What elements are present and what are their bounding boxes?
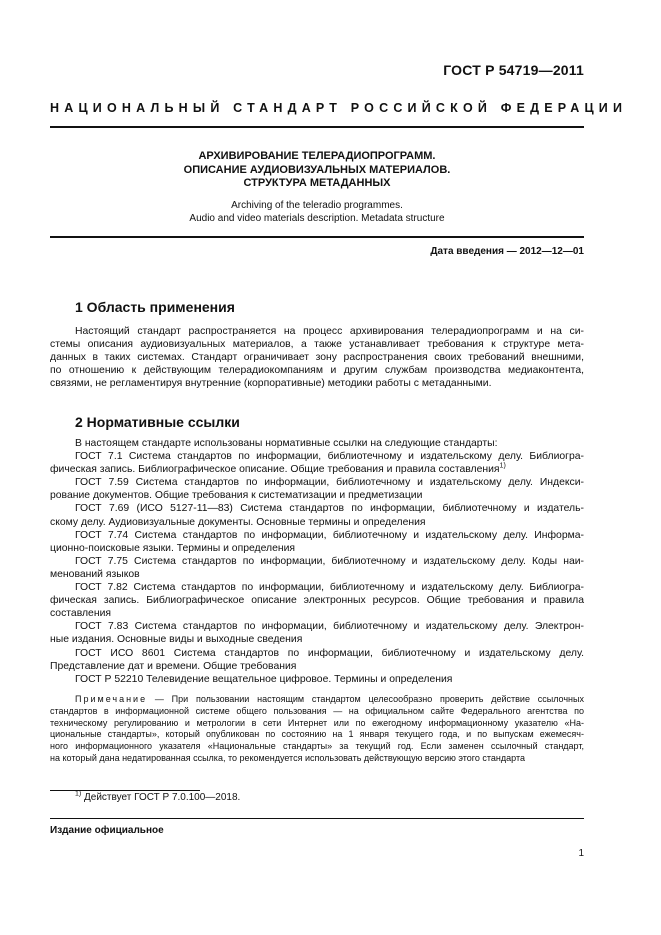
note-line: циональные стандарты», который опубликован по состоянию на 1 января текущего года, и по выпускам ежемесяч-: [50, 729, 584, 740]
section-2-references: [50, 437, 584, 686]
note-label: Примечание: [75, 694, 148, 704]
title-en-line: Audio and video materials description. Metadata structure: [189, 213, 445, 224]
note-line: стандартов в информационной системе общего пользования — на официальном сайте Федерального агентства по: [50, 705, 584, 716]
text-line: Настоящий стандарт распространяется на процесс архивирования телерадиопрограмм и на си-: [75, 326, 584, 337]
footnote-marker: 1): [499, 462, 506, 470]
footnote-divider: [50, 790, 200, 791]
reference-line: менований языков: [50, 568, 140, 580]
page-number: 1: [578, 848, 584, 859]
footnote-marker: 1): [75, 790, 82, 798]
reference-line: ные издания. Основные виды и выходные сведения: [50, 634, 303, 646]
title-russian: [50, 150, 584, 191]
text-line: В настоящем стандарте использованы нормативные ссылки на следующие стандарты:: [75, 438, 498, 449]
reference-line: ГОСТ 7.59 Система стандартов по информации, библиотечному и издательскому делу. Индекси-: [75, 477, 584, 489]
edition-label: Издание официальное: [50, 825, 164, 836]
title-divider: [50, 236, 584, 238]
reference-line: ГОСТ 7.75 Система стандартов по информации, библиотечному и издательскому делу. Коды наи-: [75, 555, 584, 567]
title-english: [50, 199, 584, 225]
reference-line: скому делу. Аудиовизуальные документы. Основные термины и определения: [50, 516, 426, 528]
title-ru-line: АРХИВИРОВАНИЕ ТЕЛЕРАДИОПРОГРАММ.: [198, 150, 436, 162]
title-ru-line: СТРУКТУРА МЕТАДАННЫХ: [243, 177, 391, 189]
reference-line: составления: [50, 608, 111, 620]
text-line: стемы описания аудиовизуальных материалов, а также устанавливает требования к структуре мета-: [50, 339, 584, 351]
note-text: — При пользовании настоящим стандартом целесообразно проверить действие ссылочных: [154, 694, 584, 704]
footnote: [75, 792, 240, 803]
footer-divider: [50, 818, 584, 819]
note-line: техническому регулированию и метрологии в сети Интернет или по ежегодному информационному указателю «На-: [50, 717, 584, 728]
reference-text: фическая запись. Библиографическое описание. Общие требования и правила составления: [50, 464, 500, 476]
footnote-text: Действует ГОСТ Р 7.0.100—2018.: [84, 792, 241, 803]
reference-line: [50, 463, 584, 476]
text-line: связями, не регламентируя внутренние (корпоративные) методики работы с метаданными.: [50, 378, 492, 390]
effective-date: Дата введения — 2012—12—01: [430, 246, 584, 257]
document-number: ГОСТ Р 54719—2011: [443, 62, 584, 78]
header-divider: [50, 126, 584, 128]
national-standard-title: НАЦИОНАЛЬНЫЙ СТАНДАРТ РОССИЙСКОЙ ФЕДЕРАЦИИ: [50, 101, 628, 115]
text-line: данных в таких системах. Стандарт ограничивает зону распространения своих требований внешними,: [50, 352, 584, 364]
reference-line: ГОСТ Р 52210 Телевидение вещательное цифровое. Термины и определения: [75, 673, 453, 685]
title-ru-line: ОПИСАНИЕ АУДИОВИЗУАЛЬНЫХ МАТЕРИАЛОВ.: [183, 163, 451, 176]
reference-line: ГОСТ 7.1 Система стандартов по информации, библиотечному и издательскому делу. Библиогра-: [75, 451, 584, 463]
title-en-line: Archiving of the teleradio programmes.: [231, 200, 403, 211]
note-line: ного информационного указателя «Национальные стандарты» за текущий год. Если заменен ссылочный стандарт,: [50, 741, 584, 752]
note-block: [50, 694, 584, 765]
reference-line: фическая запись. Библиографическое описание электронных ресурсов. Общие требования и правила: [50, 595, 584, 607]
reference-line: ГОСТ ИСО 8601 Система стандартов по информации, библиотечному и издательскому делу.: [75, 647, 584, 659]
reference-line: ГОСТ 7.82 Система стандартов по информации, библиотечному и издательскому делу. Библиогра-: [75, 582, 584, 594]
section-1-paragraph: [50, 325, 584, 390]
reference-line: рование документов. Общие требования к систематизации и предметизации: [50, 490, 423, 502]
text-line: по отношению к действующим телерадиокомпаниям и другим службам производства медиаконтента,: [50, 365, 584, 377]
reference-line: ГОСТ 7.69 (ИСО 5127-11—83) Система стандартов по информации, библиотечному и издатель-: [75, 503, 584, 515]
reference-line: ционно-поисковые языки. Термины и определения: [50, 542, 296, 554]
note-line: на который дана недатированная ссылка, то рекомендуется использовать действующую версию этого стандарта: [50, 752, 525, 763]
note-line: [50, 694, 584, 706]
section-1-heading: 1 Область применения: [75, 299, 235, 315]
reference-line: Представление дат и времени. Общие требования: [50, 660, 297, 672]
reference-line: ГОСТ 7.74 Система стандартов по информации, библиотечному и издательскому делу. Информа-: [75, 529, 584, 541]
section-2-heading: 2 Нормативные ссылки: [75, 414, 240, 430]
reference-line: ГОСТ 7.83 Система стандартов по информации, библиотечному и издательскому делу. Электрон-: [75, 621, 584, 633]
